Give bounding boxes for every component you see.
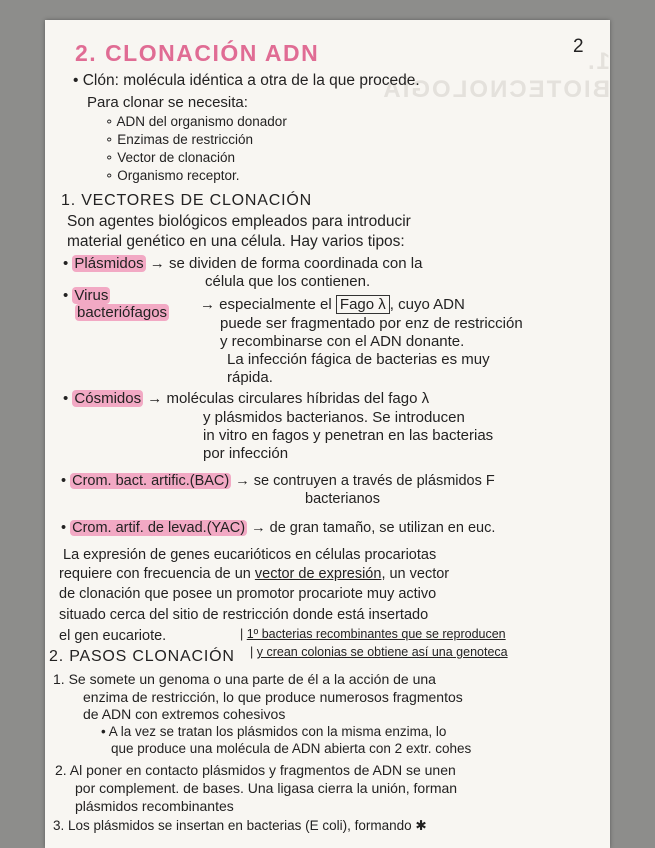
vector-definition: → especialmente el Fago λ , cuyo ADN	[200, 296, 465, 313]
term-highlight: Plásmidos	[74, 255, 144, 272]
page-number: 2	[573, 36, 584, 57]
vector-item-bac: • Crom. bact. artific.(BAC) → se contruyen a través de plásmidos F	[61, 473, 495, 489]
step-text: plásmidos recombinantes	[75, 798, 234, 814]
requirement-item: ∘ Organismo receptor.	[105, 168, 240, 183]
vectores-description: Son agentes biológicos empleados para introducir	[67, 213, 411, 230]
requirement-item: ∘ Vector de clonación	[105, 150, 236, 165]
step-text: de ADN con extremos cohesivos	[83, 706, 286, 722]
requirements-intro: Para clonar se necesita:	[87, 94, 248, 111]
term-highlight: Cósmidos	[74, 390, 142, 407]
vector-definition: puede ser fragmentado por enz de restricción	[220, 315, 523, 332]
vector-item-yac: • Crom. artif. de levad.(YAC) → de gran tamaño, se utilizan en euc.	[61, 520, 496, 536]
boxed-term: Fago λ	[336, 295, 390, 314]
vector-item-virus: • Virus	[63, 287, 109, 304]
vectores-description: material genético en una célula. Hay varios tipos:	[67, 233, 405, 250]
vector-definition: célula que los contienen.	[205, 273, 371, 290]
term-highlight: bacteriófagos	[77, 304, 168, 321]
expression-paragraph: requiere con frecuencia de un vector de expresión, un vector	[59, 566, 450, 582]
vector-definition: y recombinarse con el ADN donante.	[220, 333, 465, 350]
vector-definition: por infección	[203, 445, 289, 462]
step-text: enzima de restricción, lo que produce numerosos fragmentos	[83, 689, 463, 705]
side-note: | y crean colonias se obtiene así una genoteca	[250, 645, 508, 659]
vector-item-cosmidos: • Cósmidos → moléculas circulares híbridas del fago λ	[63, 390, 430, 407]
vector-definition: La infección fágica de bacterias es muy	[227, 351, 490, 368]
requirement-item: ∘ ADN del organismo donador	[105, 114, 287, 129]
term-highlight: Crom. bact. artific.(BAC)	[72, 473, 230, 489]
step-text: • A la vez se tratan los plásmidos con la misma enzima, lo	[101, 724, 447, 739]
step-text: que produce una molécula de ADN abierta con 2 extr. cohes	[111, 741, 472, 756]
notebook-page	[45, 20, 610, 848]
step-text: 3. Los plásmidos se insertan en bacterias (E coli), formando ✱	[53, 818, 427, 833]
expression-paragraph: La expresión de genes eucarióticos en células procariotas	[63, 547, 437, 563]
section-heading-vectores: 1. VECTORES DE CLONACIÓN	[61, 192, 312, 209]
expression-paragraph: situado cerca del sitio de restricción donde está insertado	[59, 607, 429, 623]
step-text: 2. Al poner en contacto plásmidos y fragmentos de ADN se unen	[55, 762, 456, 778]
vector-definition: y plásmidos bacterianos. Se introducen	[203, 409, 465, 426]
vector-item-plasmidos: • Plásmidos → se dividen de forma coordinada con la	[63, 255, 423, 272]
vector-definition: bacterianos	[305, 491, 380, 507]
requirement-item: ∘ Enzimas de restricción	[105, 132, 254, 147]
expression-paragraph: de clonación que posee un promotor procariote muy activo	[59, 586, 437, 602]
expression-paragraph: el gen eucariote.	[59, 628, 167, 644]
vector-definition: rápida.	[227, 369, 273, 386]
term-highlight: Virus	[74, 287, 109, 304]
vector-definition: in vitro en fagos y penetran en las bacterias	[203, 427, 494, 444]
bleed-through-text: 1. BIOTECNOLOGÍA	[381, 48, 610, 103]
step-text: por complement. de bases. Una ligasa cierra la unión, forman	[75, 780, 458, 796]
vector-item-virus-term	[75, 304, 169, 321]
page-title: 2. CLONACIÓN ADN	[75, 40, 320, 66]
underlined-term: vector de expresión	[254, 566, 382, 582]
term-highlight: Crom. artif. de levad.(YAC)	[72, 520, 246, 536]
section-heading-pasos: 2. PASOS CLONACIÓN	[49, 648, 235, 665]
side-note: | 1º bacterias recombinantes que se reproducen	[240, 627, 506, 641]
clon-definition: • Clón: molécula idéntica a otra de la que procede.	[73, 72, 420, 89]
step-text: 1. Se somete un genoma o una parte de él a la acción de una	[53, 671, 436, 687]
